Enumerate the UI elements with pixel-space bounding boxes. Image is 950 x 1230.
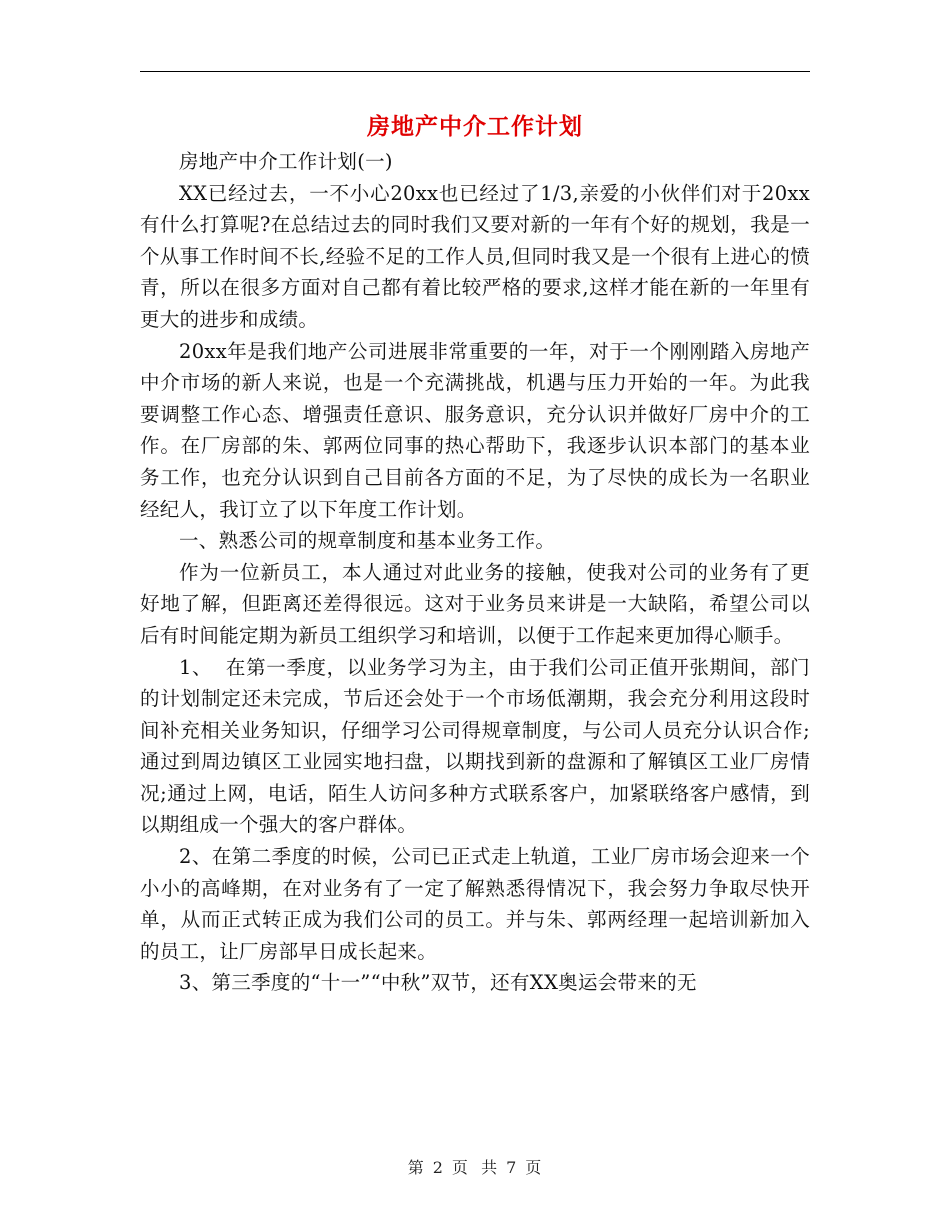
paragraph-subtitle: 房地产中介工作计划(一) xyxy=(179,150,393,173)
paragraph: 3、第三季度的“十一”“中秋”双节，还有XX奥运会带来的无 xyxy=(179,971,697,995)
footer-middle: 页 共 xyxy=(451,1158,499,1177)
paragraph: 20xx年是我们地产公司进展非常重要的一年，对于一个刚刚踏入房地产中介市场的新人来说，也是一个充满挑战，机遇与压力开始的一年。为此我要调整工作心态、增强责任意识、服务意识，充分认识并做好厂房中介的工作。在厂房部的朱、郭两位同事的热心帮助下，我逐步认识本部门的基本业务工作，也充分认识到自己目前各方面的不足，为了尽快的成长为一名职业经纪人，我订立了以下年度工作计划。 xyxy=(140,339,810,521)
paragraph: 1、 在第一季度，以业务学习为主，由于我们公司正值开张期间，部门的计划制定还未完成，节后还会处于一个市场低潮期，我会充分利用这段时间补充相关业务知识，仔细学习公司得规章制度，与公司人员充分认识合作;通过到周边镇区工业园实地扫盘，以期找到新的盘源和了解镇区工业厂房情况;通过上网，电话，陌生人访问多种方式联系客户，加紧联络客户感情，到以期组成一个强大的客户群体。 xyxy=(140,655,810,837)
paragraph: XX已经过去，一不小心20xx也已经过了1/3,亲爱的小伙伴们对于20xx有什么打算呢?在总结过去的同时我们又要对新的一年有个好的规划，我是一个从事工作时间不长,经验不足的工作人员,但同时我又是一个很有上进心的愤青，所以在很多方面对自己都有着比较严格的要求,这样才能在新的一年里有更大的进步和成绩。 xyxy=(140,181,810,331)
footer-total-pages: 7 xyxy=(506,1158,518,1177)
paragraph: 作为一位新员工，本人通过对此业务的接触，使我对公司的业务有了更好地了解，但距离还差得很远。这对于业务员来讲是一大缺陷，希望公司以后有时间能定期为新员工组织学习和培训，以便于工作起来更加得心顺手。 xyxy=(140,560,810,647)
page-footer xyxy=(0,1155,950,1178)
document-title: 房地产中介工作计划 xyxy=(367,114,583,140)
paragraph: 2、在第二季度的时候，公司已正式走上轨道，工业厂房市场会迎来一个小小的高峰期，在对业务有了一定了解熟悉得情况下，我会努力争取尽快开单，从而正式转正成为我们公司的员工。并与朱、郭两经理一起培训新加入的员工，让厂房部早日成长起来。 xyxy=(140,845,810,963)
document-body xyxy=(140,146,810,999)
section-heading: 一、熟悉公司的规章制度和基本业务工作。 xyxy=(179,529,556,553)
footer-current-page: 2 xyxy=(432,1158,444,1177)
header-rule xyxy=(140,71,810,72)
footer-prefix: 第 xyxy=(407,1158,425,1177)
footer-suffix: 页 xyxy=(525,1158,543,1177)
